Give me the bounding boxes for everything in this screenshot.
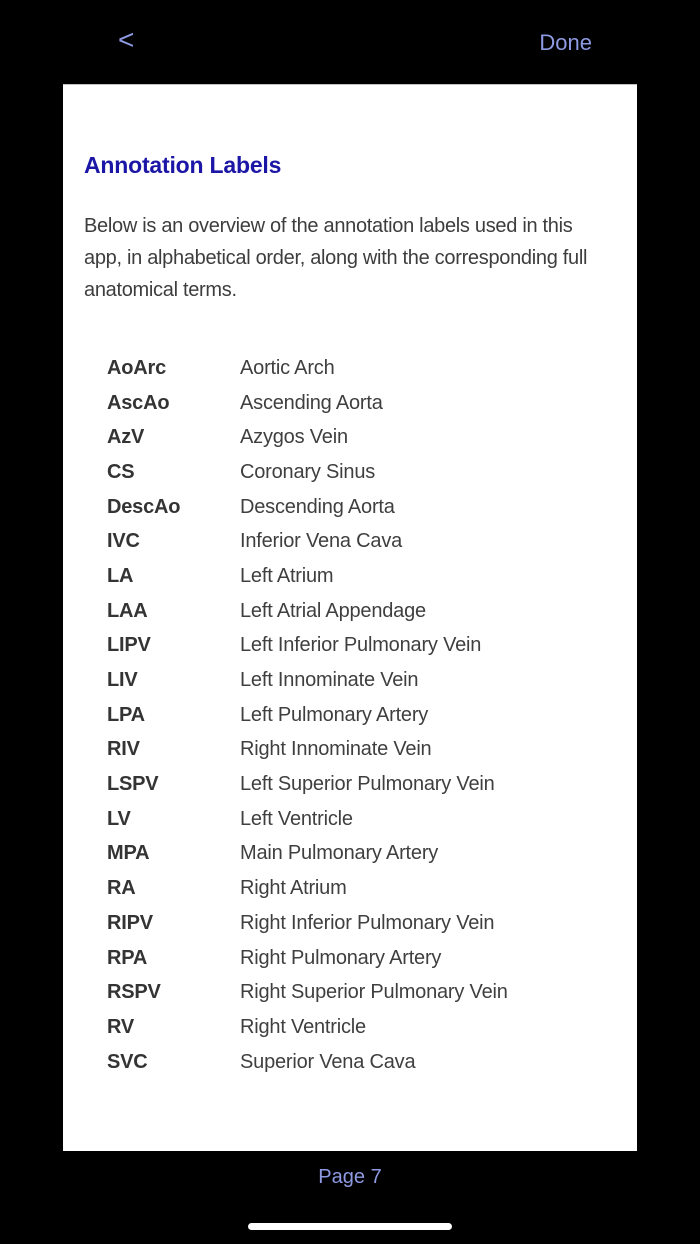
label-row: [107, 837, 637, 872]
label-term: Left Innominate Vein: [240, 669, 419, 692]
label-row: [107, 767, 637, 802]
label-row: [107, 975, 637, 1010]
label-row: [107, 733, 637, 768]
label-abbreviation: RV: [107, 1015, 135, 1038]
label-term: Left Atrial Appendage: [240, 599, 426, 622]
label-term: Right Inferior Pulmonary Vein: [240, 911, 495, 934]
label-term: Inferior Vena Cava: [240, 530, 403, 553]
annotation-label-list: [107, 351, 637, 1079]
label-row: [107, 802, 637, 837]
label-row: [107, 1010, 637, 1045]
label-abbreviation: LIV: [107, 669, 138, 692]
label-term: Aortic Arch: [240, 356, 335, 379]
label-abbreviation: AoArc: [107, 356, 167, 379]
label-row: [107, 871, 637, 906]
label-abbreviation: LSPV: [107, 773, 159, 796]
label-term: Right Superior Pulmonary Vein: [240, 981, 508, 1004]
label-row: [107, 906, 637, 941]
done-button[interactable]: Done: [535, 28, 596, 58]
label-row: [107, 455, 637, 490]
intro-paragraph: Below is an overview of the annotation labels used in this app, in alphabetical order, along with the corresponding full anatomical terms.: [84, 215, 588, 301]
label-row: [107, 420, 637, 455]
label-abbreviation: RA: [107, 877, 136, 900]
label-row: [107, 941, 637, 976]
label-term: Superior Vena Cava: [240, 1050, 416, 1073]
label-abbreviation: SVC: [107, 1050, 148, 1073]
label-abbreviation: LA: [107, 564, 134, 587]
label-row: [107, 663, 637, 698]
label-term: Right Pulmonary Artery: [240, 946, 442, 969]
label-abbreviation: CS: [107, 460, 135, 483]
label-row: [107, 524, 637, 559]
label-abbreviation: LV: [107, 807, 131, 830]
label-abbreviation: IVC: [107, 530, 140, 553]
label-row: [107, 594, 637, 629]
label-term: Ascending Aorta: [240, 391, 383, 414]
label-abbreviation: MPA: [107, 842, 150, 865]
label-abbreviation: RIV: [107, 738, 140, 761]
label-term: Coronary Sinus: [240, 460, 376, 483]
label-term: Left Atrium: [240, 564, 334, 587]
label-term: Right Atrium: [240, 877, 347, 900]
label-row: [107, 698, 637, 733]
label-row: [107, 386, 637, 421]
label-abbreviation: AscAo: [107, 391, 170, 414]
home-indicator-bar[interactable]: [248, 1223, 452, 1230]
label-term: Left Superior Pulmonary Vein: [240, 773, 495, 796]
label-term: Descending Aorta: [240, 495, 395, 518]
label-abbreviation: RSPV: [107, 981, 161, 1004]
label-abbreviation: LPA: [107, 703, 145, 726]
label-term: Left Ventricle: [240, 807, 353, 830]
label-term: Left Pulmonary Artery: [240, 703, 429, 726]
page-title: Annotation Labels: [84, 152, 282, 178]
label-row: [107, 559, 637, 594]
label-abbreviation: RPA: [107, 946, 148, 969]
label-term: Left Inferior Pulmonary Vein: [240, 634, 482, 657]
label-abbreviation: LAA: [107, 599, 148, 622]
page-number-indicator: Page 7: [318, 1166, 382, 1188]
label-abbreviation: AzV: [107, 426, 145, 449]
label-row: [107, 629, 637, 664]
label-row: [107, 1045, 637, 1080]
label-term: Right Ventricle: [240, 1015, 366, 1038]
back-button[interactable]: [108, 22, 144, 58]
label-term: Right Innominate Vein: [240, 738, 432, 761]
label-row: [107, 351, 637, 386]
chevron-left-icon: <: [118, 24, 135, 55]
label-abbreviation: RIPV: [107, 911, 153, 934]
label-row: [107, 490, 637, 525]
label-term: Azygos Vein: [240, 426, 348, 449]
label-abbreviation: LIPV: [107, 634, 151, 657]
label-abbreviation: DescAo: [107, 495, 181, 518]
top-navigation-bar: [0, 0, 700, 84]
document-page: [63, 84, 637, 1151]
label-term: Main Pulmonary Artery: [240, 842, 439, 865]
